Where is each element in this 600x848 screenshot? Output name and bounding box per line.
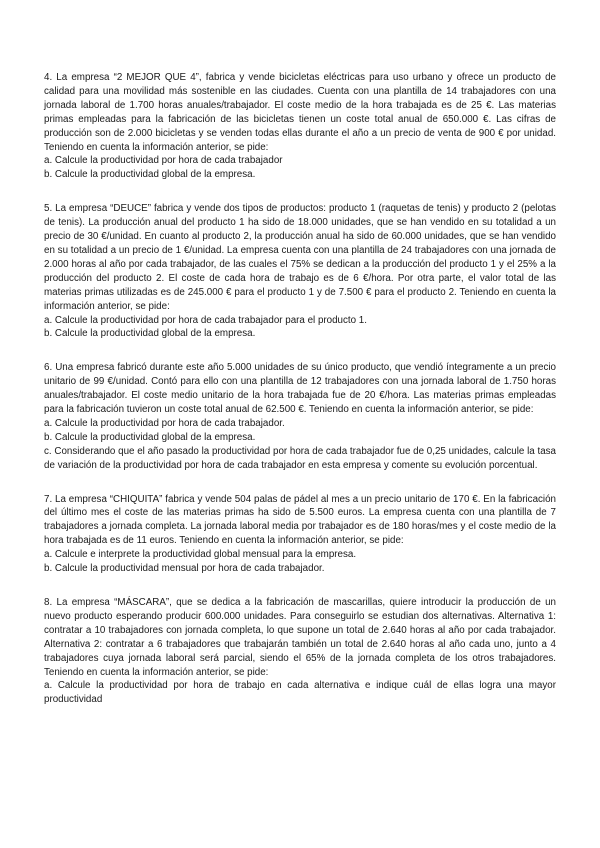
exercise-statement: 6. Una empresa fabricó durante este año 5.000 unidades de su único producto, que vendió íntegramente a un precio unitario de 99 €/unidad. Contó para ello con una plantilla de 12 trabajadores con una jornada laboral de 1.750 horas anuales/trabajador. El coste medio unitario de la hora trabajada fue de 20 €/hora. Las materias primas empleadas para la fabricación tuvieron un coste total anual de 62.500 €. Teniendo en cuenta la información anterior, se pide: xyxy=(44,362,556,416)
question-item: a. Calcule la productividad por hora de cada trabajador. xyxy=(44,417,285,429)
question-item: c. Considerando que el año pasado la productividad por hora de cada trabajador fue de 0,25 unidades, calcule la tasa de variación de la productividad por hora de cada trabajador en esta empresa y comente su evolución porcentual. xyxy=(44,445,556,471)
question-item: b. Calcule la productividad global de la empresa. xyxy=(44,169,256,181)
question-item: a. Calcule la productividad por hora de cada trabajador para el producto 1. xyxy=(44,314,367,326)
question-item: b. Calcule la productividad global de la empresa. xyxy=(44,431,256,443)
exercise-6 xyxy=(44,361,556,472)
exercise-statement: 8. La empresa “MÁSCARA”, que se dedica a la fabricación de mascarillas, quiere introducir la producción de un nuevo producto esperando producir 600.000 unidades. Para conseguirlo se estudian dos alternativas. Alternativa 1: contratar a 10 trabajadores con jornada completa, lo que supone un total de 2.640 horas al año por cada trabajador. Alternativa 2: contratar a 6 trabajadores que trabajarán también un total de 2.640 horas al año cada uno, junto a 4 trabajadores cuya jornada laboral será parcial, siendo el 65% de la jornada completa de los otros trabajadores. Teniendo en cuenta la información anterior, se pide: xyxy=(44,597,556,678)
exercise-statement: 5. La empresa “DEUCE” fabrica y vende dos tipos de productos: producto 1 (raquetas de tenis) y producto 2 (pelotas de tenis). La producción anual del producto 1 ha sido de 18.000 unidades, que se han vendido en su totalidad a un precio de 30 €/unidad. En cuanto al producto 2, la producción anual ha sido de 60.000 unidades, que se han vendido en su totalidad a un precio de 1 €/unidad. La empresa cuenta con una plantilla de 24 trabajadores con una jornada de 2.000 horas al año por cada trabajador, de las cuales el 75% se dedican a la producción del producto 1 y el 25% a la producción del producto 2. El coste de cada hora de trabajo es de 6 €/hora. Por otra parte, el valor total de las materias primas utilizadas es de 245.000 € para el producto 1 y de 7.500 € para el producto 2. Teniendo en cuenta la información anterior, se pide: xyxy=(44,203,556,312)
exercise-5 xyxy=(44,202,556,341)
exercise-statement: 7. La empresa “CHIQUITA” fabrica y vende 504 palas de pádel al mes a un precio unitario de 170 €. En la fabricación del último mes el coste de las materias primas ha sido de 5.500 euros. La empresa cuenta con una plantilla de 7 trabajadores a jornada completa. La jornada laboral media por trabajador es de 180 horas/mes y el coste medio de la hora trabajada es de 11 euros. Teniendo en cuenta la información anterior, se pide: xyxy=(44,493,556,547)
exercise-8 xyxy=(44,596,556,707)
exercise-7 xyxy=(44,493,556,576)
question-item: b. Calcule la productividad mensual por hora de cada trabajador. xyxy=(44,563,325,575)
question-item: b. Calcule la productividad global de la empresa. xyxy=(44,328,256,340)
question-item: a. Calcule la productividad por hora de cada trabajador xyxy=(44,155,283,167)
exercise-4 xyxy=(44,71,556,182)
question-item: a. Calcule la productividad por hora de trabajo en cada alternativa e indique cuál de ellas logra una mayor productividad xyxy=(44,680,556,706)
exercise-statement: 4. La empresa “2 MEJOR QUE 4”, fabrica y vende bicicletas eléctricas para uso urbano y ofrece un producto de calidad para una movilidad más sostenible en las ciudades. Cuenta con una plantilla de 14 trabajadores con una jornada laboral de 1.700 horas anuales/trabajador. El coste medio de la hora trabajada es de 25 €. Las materias primas empleadas para la fabricación de las bicicletas tienen un coste total anual de 650.000 €. Las cifras de producción son de 2.000 bicicletas y se venden todas ellas durante el año a un precio de venta de 900 € por unidad. Teniendo en cuenta la información anterior, se pide: xyxy=(44,72,556,153)
question-item: a. Calcule e interprete la productividad global mensual para la empresa. xyxy=(44,549,357,561)
